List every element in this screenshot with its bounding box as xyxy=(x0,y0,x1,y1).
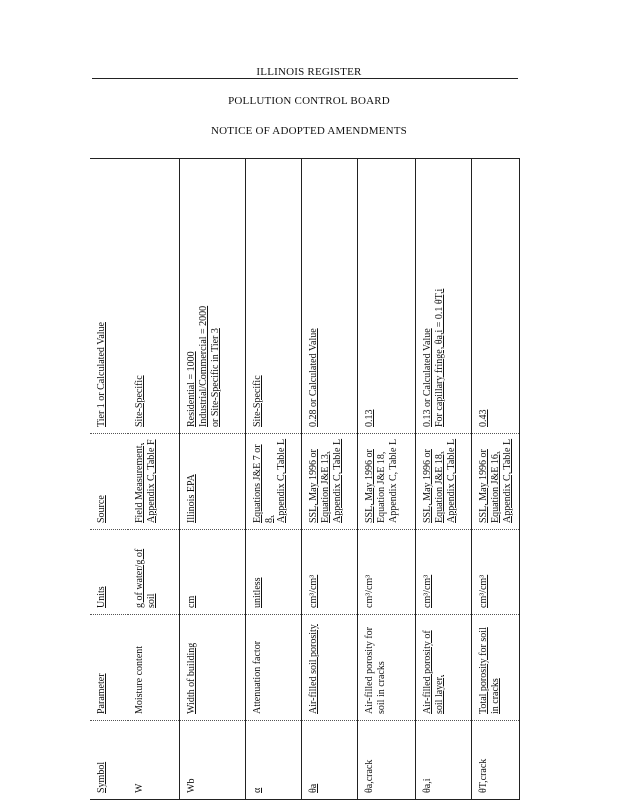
source-line: Equations J&E 7 or 8, xyxy=(252,444,275,523)
cell-symbol: θa,i xyxy=(422,778,433,793)
value-line: 0.13 or Calculated Value xyxy=(422,328,433,427)
cell-source xyxy=(302,434,357,530)
cell-value xyxy=(128,159,179,434)
source-line: SSL, May 1996 or xyxy=(478,449,489,523)
source-line: Equation J&E 13, xyxy=(320,451,331,523)
cell-symbol: W xyxy=(134,783,145,793)
table-row xyxy=(180,159,246,799)
value-line: 0.43 xyxy=(478,409,489,427)
source-line: SSL, May 1996 or xyxy=(308,449,319,523)
cell-units: cm³/cm³ xyxy=(472,530,519,615)
cell-parameter: Air-filled porosity of soil layer, xyxy=(416,615,471,721)
source-line: SSL, May 1996 or xyxy=(364,449,375,523)
cell-symbol: θa,crack xyxy=(364,759,375,793)
col-header-parameter: Parameter xyxy=(90,615,128,721)
value-line: Residential = 1000 xyxy=(186,351,197,427)
value-line: For capillary fringe, θa,i = 0.1 θT,i xyxy=(434,288,445,427)
source-line: Appendix C, Table L xyxy=(502,438,513,523)
cell-parameter: Width of building xyxy=(180,615,245,721)
cell-units: cm³/cm³ xyxy=(302,530,357,615)
source-line: Appendix C, Table L xyxy=(276,438,287,523)
source-line: SSL, May 1996 or xyxy=(422,449,433,523)
cell-source xyxy=(128,434,179,530)
table-header-row xyxy=(90,159,128,799)
source-line: Appendix C, Table L xyxy=(388,438,399,523)
source-line: Appendix C, Table L xyxy=(332,438,343,523)
cell-symbol: θa xyxy=(308,783,319,793)
col-header-symbol: Symbol xyxy=(96,761,107,793)
table-row xyxy=(358,159,416,799)
cell-source xyxy=(416,434,471,530)
cell-symbol: α xyxy=(252,787,263,793)
source-line: Equation J&E 16, xyxy=(490,451,501,523)
parameter-table xyxy=(90,158,520,800)
cell-value xyxy=(416,159,471,434)
cell-source xyxy=(472,434,519,530)
source-line: Equation J&E 18, xyxy=(434,451,445,523)
table-row xyxy=(472,159,520,799)
table-row xyxy=(416,159,472,799)
source-line: Equation J&E 18, xyxy=(376,451,387,523)
cell-units: g of water/g of soil xyxy=(128,530,179,615)
cell-source xyxy=(180,434,245,530)
cell-units: cm³/cm³ xyxy=(416,530,471,615)
col-header-source: Source xyxy=(90,434,128,530)
cell-parameter: Air-filled porosity for soil in cracks xyxy=(358,615,415,721)
value-line: Industrial/Commercial = 2000 xyxy=(198,305,209,427)
cell-parameter: Moisture content xyxy=(128,615,179,721)
cell-symbol: θT,crack xyxy=(478,758,489,793)
cell-source xyxy=(246,434,301,530)
cell-parameter: Attenuation factor xyxy=(246,615,301,721)
source-line: Appendix C, Table F xyxy=(146,439,157,523)
value-line: Site-Specific xyxy=(252,375,263,427)
table-row xyxy=(128,159,180,799)
col-header-units: Units xyxy=(90,530,128,615)
value-line: or Site-Specific in Tier 3 xyxy=(210,328,221,427)
value-line: Site-Specific xyxy=(134,375,145,427)
table-row xyxy=(302,159,358,799)
cell-value xyxy=(302,159,357,434)
cell-units: cm³/cm³ xyxy=(358,530,415,615)
register-title: ILLINOIS REGISTER xyxy=(256,66,362,78)
cell-units: cm xyxy=(180,530,245,615)
cell-parameter: Air-filled soil porosity xyxy=(302,615,357,721)
col-header-value: Tier 1 or Calculated Value xyxy=(90,159,128,434)
table-row xyxy=(246,159,302,799)
source-line: Field Measurement, xyxy=(134,443,145,523)
cell-value xyxy=(180,159,245,434)
cell-value xyxy=(472,159,519,434)
cell-value xyxy=(246,159,301,434)
value-line: 0.28 or Calculated Value xyxy=(308,328,319,427)
cell-source xyxy=(358,434,415,530)
value-line: 0.13 xyxy=(364,409,375,427)
cell-value xyxy=(358,159,415,434)
source-line: Appendix C, Table L xyxy=(446,438,457,523)
cell-units: unitless xyxy=(246,530,301,615)
header-divider xyxy=(92,78,518,79)
cell-parameter: Total porosity for soil in cracks xyxy=(472,615,519,721)
source-line: Illinois EPA xyxy=(186,474,197,523)
cell-symbol: Wb xyxy=(186,778,197,793)
notice-title: NOTICE OF ADOPTED AMENDMENTS xyxy=(211,125,407,137)
board-title: POLLUTION CONTROL BOARD xyxy=(228,95,390,107)
